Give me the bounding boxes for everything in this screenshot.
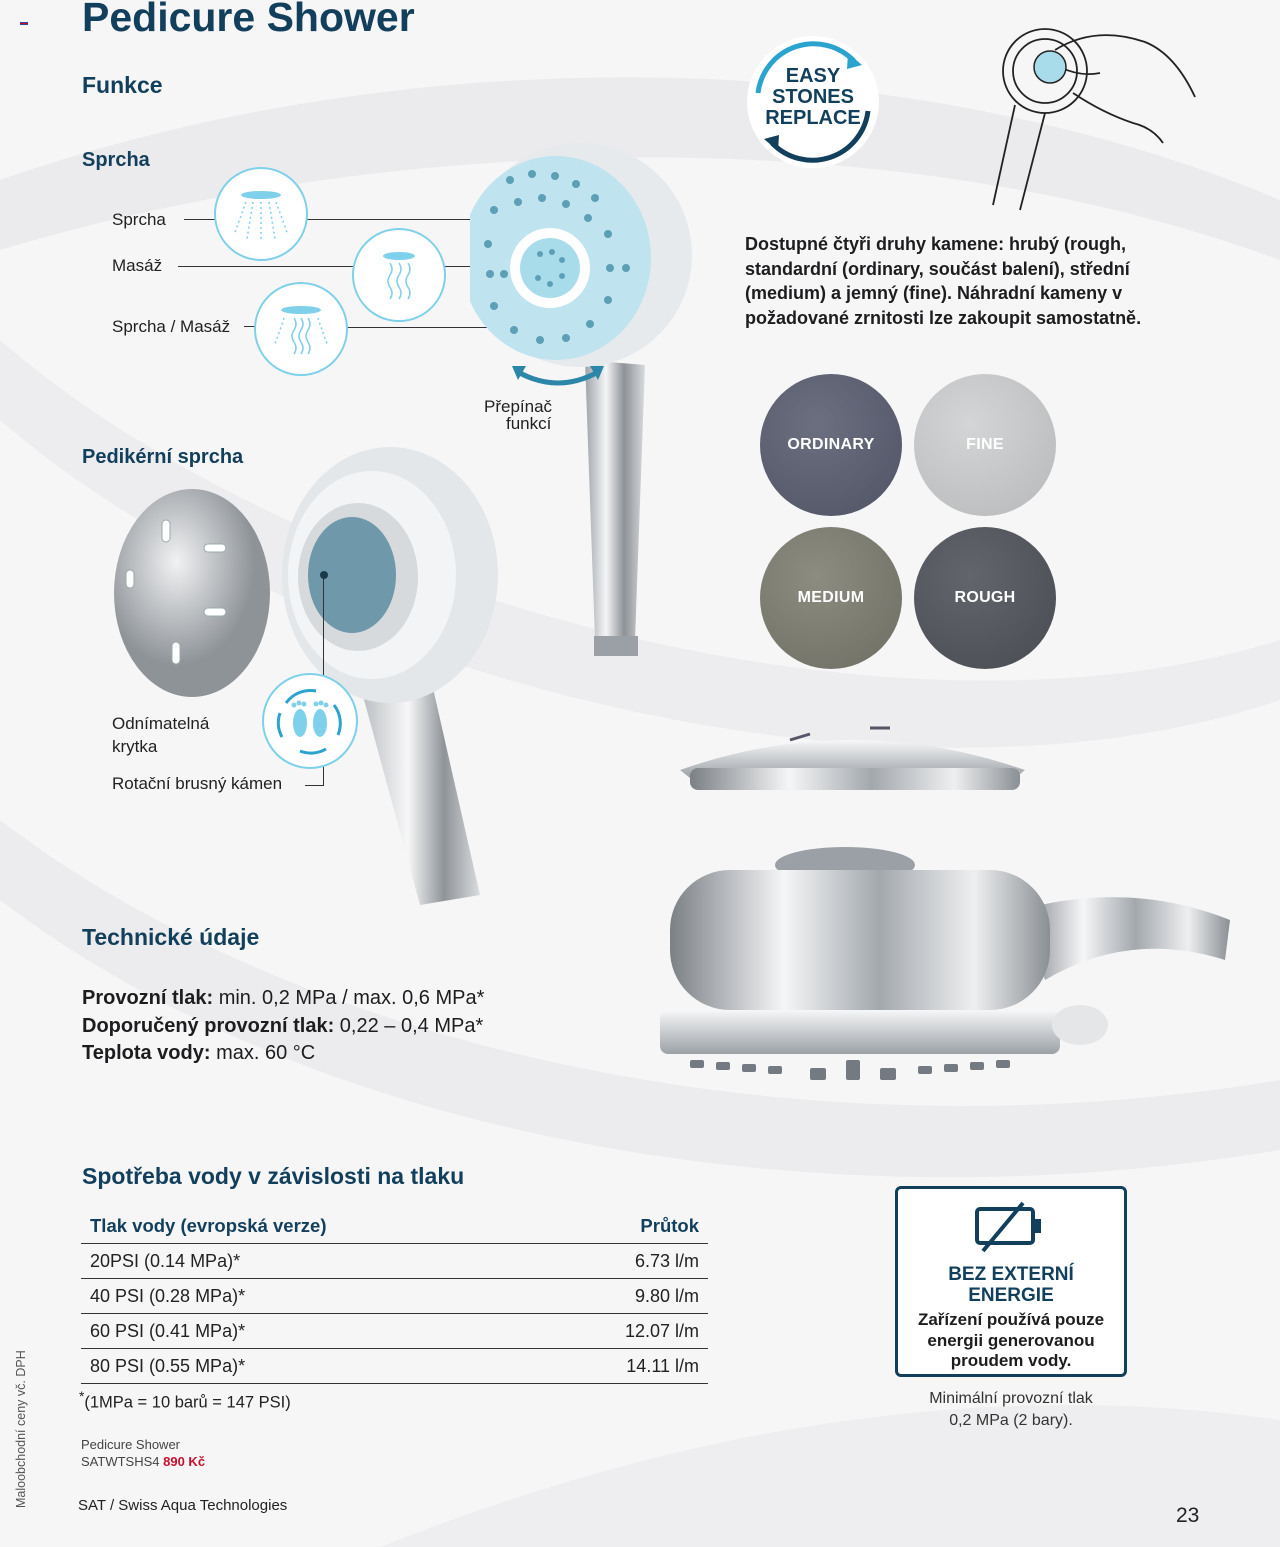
footnote-star: * <box>79 1389 85 1404</box>
stone-ordinary <box>760 374 902 516</box>
cell-flow: 9.80 l/m <box>541 1279 708 1314</box>
product-code: SATWTSHS4 <box>81 1454 160 1469</box>
pedicure-heading: Pedikérní sprcha <box>82 446 244 468</box>
spec-value: max. 60 °C <box>210 1042 316 1064</box>
badge-line-1: EASY <box>785 65 841 87</box>
spray-massage-mode-icon <box>254 282 348 376</box>
badge-line-3: REPLACE <box>765 107 861 129</box>
badge-line-2: STONES <box>772 86 854 108</box>
hand-button-illustration <box>985 15 1200 215</box>
leader-line <box>305 785 324 786</box>
energy-title-1: BEZ EXTERNÍ <box>948 1264 1074 1285</box>
massage-mode-icon <box>352 228 446 322</box>
min-pressure-note <box>895 1388 1127 1432</box>
spec-row <box>82 1040 484 1068</box>
stone-rough <box>914 527 1056 669</box>
technical-specs <box>82 985 484 1068</box>
spec-row <box>82 1013 484 1041</box>
cell-pressure: 40 PSI (0.28 MPa)* <box>81 1279 541 1314</box>
spec-value: min. 0,2 MPa / max. 0,6 MPa* <box>213 987 485 1009</box>
rotation-feet-icon <box>262 673 358 769</box>
spec-row <box>82 985 484 1013</box>
removable-cap-image <box>112 488 272 698</box>
stone-medium <box>760 527 902 669</box>
product-info <box>81 1436 205 1470</box>
side-note: Maloobchodní ceny vč. DPH <box>14 1350 28 1508</box>
spec-label: Doporučený provozní tlak: <box>82 1014 335 1037</box>
no-battery-icon <box>971 1199 1051 1255</box>
cell-pressure: 80 PSI (0.55 MPa)* <box>81 1349 541 1384</box>
product-name: Pedicure Shower <box>81 1437 180 1452</box>
page-number: 23 <box>1176 1504 1200 1527</box>
label-sprcha: Sprcha <box>112 210 166 229</box>
flag-mark <box>20 22 28 26</box>
stone-label: Rotační brusný kámen <box>112 774 283 793</box>
cap-label-2: krytka <box>112 737 158 756</box>
table-footnote <box>79 1389 291 1413</box>
no-external-energy-box <box>895 1186 1127 1377</box>
product-price: 890 Kč <box>163 1454 206 1469</box>
stone-label: ROUGH <box>954 589 1016 606</box>
min-pressure-line-1: Minimální provozní tlak <box>929 1390 1093 1407</box>
cap-label-1: Odnímatelná <box>112 714 210 733</box>
consumption-heading: Spotřeba vody v závislosti na tlaku <box>82 1163 465 1189</box>
min-pressure-line-2: 0,2 MPa (2 bary). <box>949 1412 1073 1429</box>
cell-flow: 6.73 l/m <box>541 1244 708 1279</box>
label-masaz: Masáž <box>112 256 163 275</box>
brand-footer: SAT / Swiss Aqua Technologies <box>78 1497 288 1514</box>
label-sprcha-masaz: Sprcha / Masáž <box>112 317 231 336</box>
exploded-view-image <box>650 720 1250 1100</box>
switch-label-2: funkcí <box>506 414 552 433</box>
stone-label: FINE <box>966 436 1004 453</box>
leader-line <box>323 577 324 683</box>
leader-line <box>184 219 216 220</box>
energy-text: Zařízení používá pouze energii generovanou proudem vody. <box>917 1310 1105 1370</box>
flow-table <box>81 1210 708 1384</box>
technical-heading: Technické údaje <box>82 924 260 950</box>
col-flow: Průtok <box>541 1210 708 1244</box>
stone-fine <box>914 374 1056 516</box>
cell-pressure: 60 PSI (0.41 MPa)* <box>81 1314 541 1349</box>
functions-heading: Funkce <box>82 72 163 98</box>
spray-mode-icon <box>214 167 308 261</box>
col-pressure: Tlak vody (evropská verze) <box>81 1210 541 1244</box>
spec-label: Teplota vody: <box>82 1042 211 1064</box>
table-row <box>81 1349 708 1384</box>
spec-value: 0,22 – 0,4 MPa* <box>334 1014 484 1037</box>
page-title: Pedicure Shower <box>82 0 415 40</box>
shower-heading: Sprcha <box>82 149 150 171</box>
stone-label: ORDINARY <box>787 436 875 453</box>
table-header-row <box>81 1210 708 1244</box>
cell-flow: 12.07 l/m <box>541 1314 708 1349</box>
cell-pressure: 20PSI (0.14 MPa)* <box>81 1244 541 1279</box>
leader-line <box>178 266 354 267</box>
easy-stones-badge <box>744 33 882 171</box>
table-row <box>81 1314 708 1349</box>
cell-flow: 14.11 l/m <box>541 1349 708 1384</box>
table-row <box>81 1279 708 1314</box>
spec-label: Provozní tlak: <box>82 987 214 1009</box>
stone-label: MEDIUM <box>797 589 865 606</box>
table-row <box>81 1244 708 1279</box>
switch-label-1: Přepínač <box>484 397 553 416</box>
footnote-text: (1MPa = 10 barů = 147 PSI) <box>84 1393 291 1412</box>
energy-title-2: ENERGIE <box>968 1285 1054 1306</box>
stones-description: Dostupné čtyři druhy kamene: hrubý (rough, standardní (ordinary, součást balení), střední (medium) a jemný (fine). Náhradní kameny v požadované zrnitosti lze zakoupit samostatně. <box>745 234 1142 328</box>
